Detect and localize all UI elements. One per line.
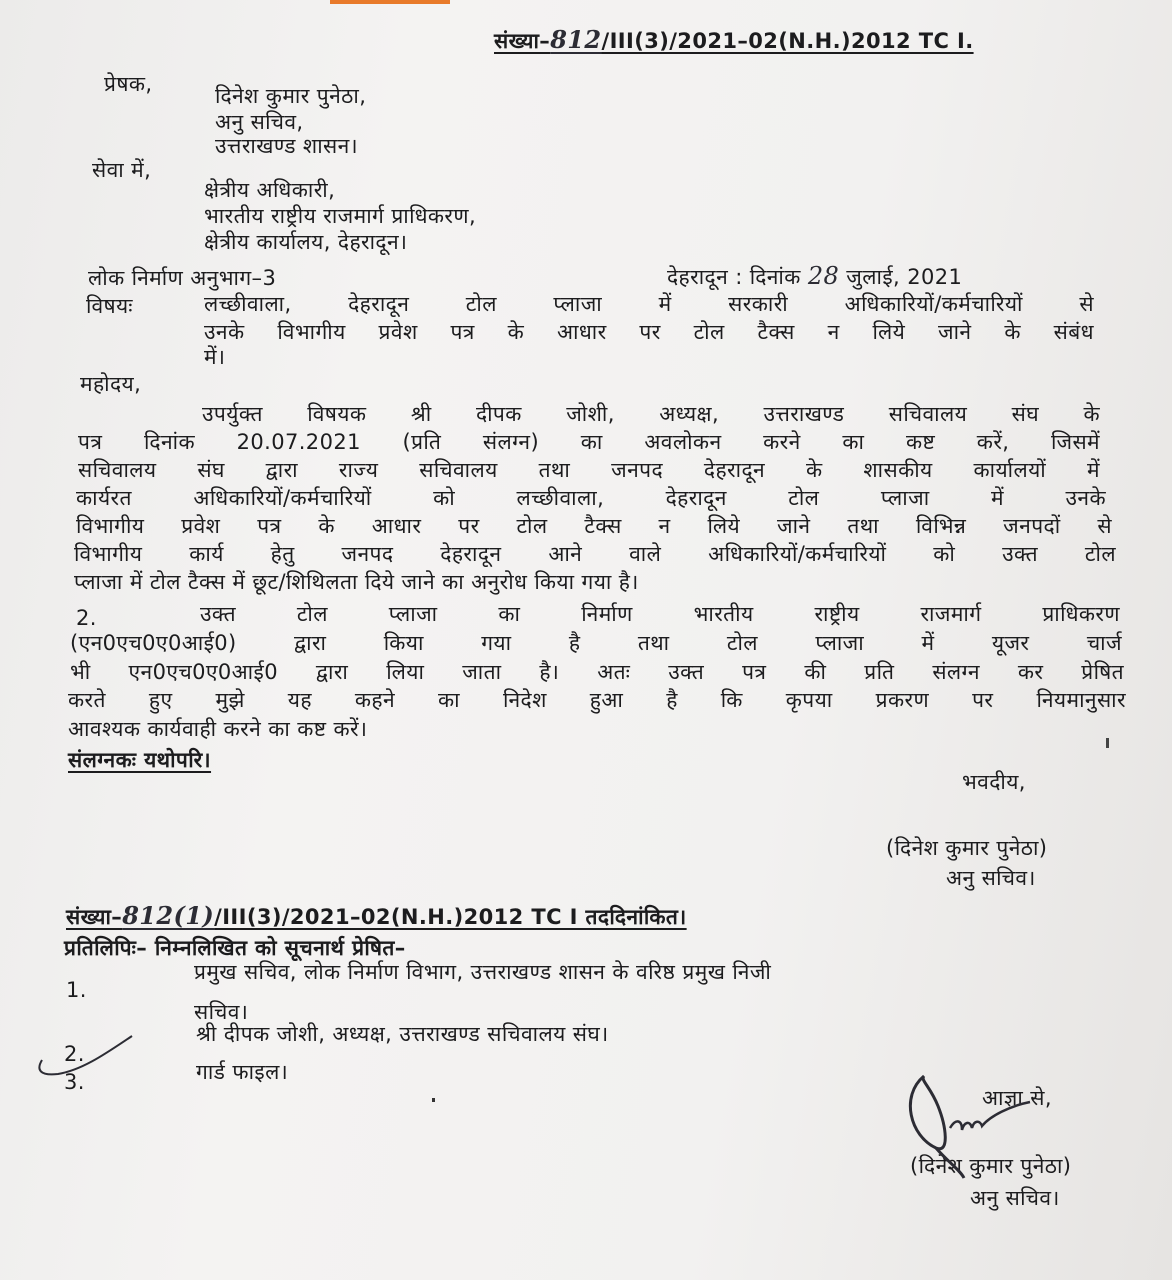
- copy-to-label: प्रतिलिपिः– निम्नलिखित को सूचनार्थ प्रेषित–: [64, 936, 406, 960]
- copy-item-3-line-1: गार्ड फाइल।: [196, 1060, 289, 1084]
- para1-line-4: कार्यरत अधिकारियों/कर्मचारियों को लच्छीवाला, देहरादून टोल प्लाजा में उनके: [76, 486, 1106, 510]
- copy-item-2-line-1: श्री दीपक जोशी, अध्यक्ष, उत्तराखण्ड सचिवालय संघ।: [196, 1022, 609, 1046]
- sender-org: उत्तराखण्ड शासन।: [215, 134, 359, 158]
- section-name: लोक निर्माण अनुभाग–3: [88, 266, 277, 290]
- sender-name: दिनेश कुमार पुनेठा,: [215, 84, 367, 108]
- ref-bottom-handwritten-number: 812(1): [122, 901, 215, 930]
- subject-line-1: लच्छीवाला, देहरादून टोल प्लाजा में सरकारी अधिकारियों/कर्मचारियों से: [204, 292, 1094, 316]
- date-handwritten-day: 28: [807, 262, 840, 290]
- sender-designation: अनु सचिव,: [215, 110, 304, 134]
- para1-line-3: सचिवालय संघ द्वारा राज्य सचिवालय तथा जनपद देहरादून के शासकीय कार्यालयों में: [78, 458, 1100, 482]
- top-edge-strip: [330, 0, 450, 4]
- copy-item-3-number: 3.: [64, 1070, 85, 1094]
- para2-line-3: भी एन0एच0ए0आई0 द्वारा लिया जाता है। अतः उक्त पत्र की प्रति संलग्न कर प्रेषित: [70, 660, 1124, 684]
- para2-line-1: उक्त टोल प्लाजा का निर्माण भारतीय राष्ट्रीय राजमार्ग प्राधिकरण: [200, 602, 1120, 626]
- ref-suffix: /III(3)/2021–02(N.H.)2012 TC I.: [601, 29, 974, 53]
- para1-line-5: विभागीय प्रवेश पत्र के आधार पर टोल टैक्स न लिये जाने तथा विभिन्न जनपदों से: [76, 514, 1112, 538]
- subject-label: विषयः: [86, 294, 133, 318]
- subject-line-2: उनके विभागीय प्रवेश पत्र के आधार पर टोल टैक्स न लिये जाने के संबंध: [204, 320, 1094, 344]
- date-rest: जुलाई, 2021: [846, 265, 963, 289]
- para2-number: 2.: [76, 606, 97, 630]
- salutation: महोदय,: [80, 372, 142, 396]
- recipient-label: सेवा में,: [92, 158, 152, 182]
- recipient-office: क्षेत्रीय कार्यालय, देहरादून।: [204, 230, 408, 254]
- ref-prefix: संख्या–: [494, 29, 551, 53]
- closing-yours: भवदीय,: [962, 770, 1026, 794]
- para1-line-6: विभागीय कार्य हेतु जनपद देहरादून आने वाले अधिकारियों/कर्मचारियों को उक्त टोल: [74, 542, 1116, 566]
- sender-label: प्रेषक,: [104, 72, 153, 96]
- ref-handwritten-number: 812: [550, 25, 602, 54]
- by-order: आज्ञा से,: [982, 1086, 1052, 1110]
- para2-line-4: करते हुए मुझे यह कहने का निदेश हुआ है कि कृपया प्रकरण पर नियमानुसार: [68, 688, 1126, 712]
- recipient-title: क्षेत्रीय अधिकारी,: [204, 178, 336, 202]
- copy-item-1-number: 1.: [66, 978, 87, 1002]
- copy-item-2-number: 2.: [64, 1042, 85, 1066]
- reference-number-bottom: [66, 902, 687, 931]
- handwritten-signature-icon: [890, 1066, 1040, 1186]
- stray-dot: [432, 1098, 435, 1102]
- order-closing-name: (दिनेश कुमार पुनेठा): [910, 1154, 1072, 1178]
- tick-mark-icon: [28, 1030, 138, 1080]
- reference-number-top: [494, 26, 974, 55]
- recipient-org: भारतीय राष्ट्रीय राजमार्ग प्राधिकरण,: [204, 204, 477, 228]
- para2-line-2: (एन0एच0ए0आई0) द्वारा किया गया है तथा टोल प्लाजा में यूजर चार्ज: [70, 631, 1122, 655]
- date-line: [667, 262, 962, 291]
- copy-item-1-line-1: प्रमुख सचिव, लोक निर्माण विभाग, उत्तराखण्ड शासन के वरिष्ठ प्रमुख निजी: [194, 960, 772, 984]
- stray-mark: [1106, 738, 1109, 748]
- para1-line-1: उपर्युक्त विषयक श्री दीपक जोशी, अध्यक्ष, उत्तराखण्ड सचिवालय संघ के: [202, 402, 1100, 426]
- closing-name: (दिनेश कुमार पुनेठा): [886, 836, 1048, 860]
- order-closing-designation: अनु सचिव।: [970, 1186, 1060, 1210]
- ref-bottom-prefix: संख्या–: [66, 905, 123, 929]
- para1-line-2: पत्र दिनांक 20.07.2021 (प्रति संलग्न) का अवलोकन करने का कष्ट करें, जिसमें: [78, 430, 1100, 454]
- enclosure-note: संलग्नकः यथोपरि।: [68, 748, 212, 772]
- subject-line-3: में।: [204, 345, 226, 369]
- para2-line-5: आवश्यक कार्यवाही करने का कष्ट करें।: [68, 717, 368, 741]
- closing-designation: अनु सचिव।: [946, 866, 1036, 890]
- para1-line-7: प्लाजा में टोल टैक्स में छूट/शिथिलता दिये जाने का अनुरोध किया गया है।: [74, 570, 639, 594]
- date-prefix: देहरादून : दिनांक: [667, 265, 801, 289]
- copy-item-1-line-2: सचिव।: [194, 1000, 249, 1024]
- ref-bottom-suffix: /III(3)/2021–02(N.H.)2012 TC I तददिनांकित।: [214, 905, 687, 929]
